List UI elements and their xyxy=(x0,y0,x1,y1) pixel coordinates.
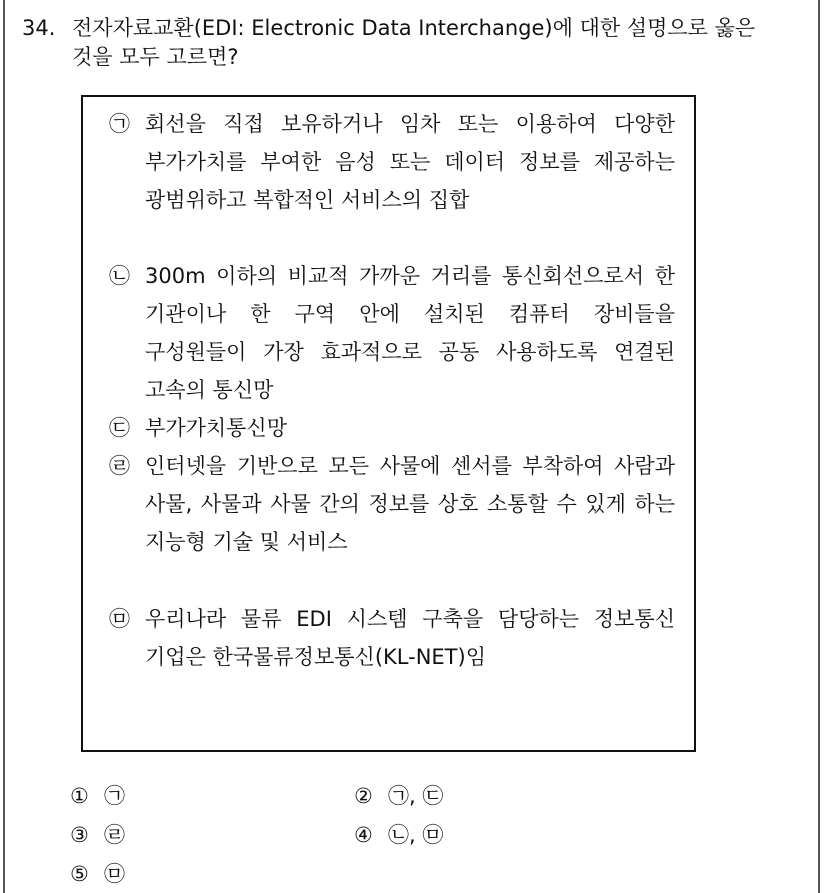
answer-choice-1[interactable] xyxy=(70,782,125,810)
statement-item xyxy=(109,105,675,219)
question-number: 34. xyxy=(22,16,56,40)
statement-text: 우리나라 물류 EDI 시스템 구축을 담당하는 정보통신 기업은 한국물류정보통신(KL-NET)임 xyxy=(145,607,675,669)
answer-choice-2[interactable] xyxy=(354,782,443,810)
statement-marker: ㉠ xyxy=(109,112,130,136)
choice-text: ㉠, ㉢ xyxy=(388,784,444,808)
statement-box xyxy=(81,95,696,752)
statement-item xyxy=(109,600,675,676)
statement-text: 인터넷을 기반으로 모든 사물에 센서를 부착하여 사람과 사물, 사물과 사물 간의 정보를 상호 소통할 수 있게 하는 지능형 기술 및 서비스 xyxy=(145,454,675,554)
choice-number: ⑤ xyxy=(70,862,89,886)
choice-text: ㉤ xyxy=(104,862,125,886)
choice-number: ② xyxy=(354,784,373,808)
statement-item xyxy=(109,409,675,447)
answer-choice-3[interactable] xyxy=(70,821,125,849)
choice-number: ① xyxy=(70,784,89,808)
statement-text: 부가가치통신망 xyxy=(145,416,288,440)
choice-text: ㉣ xyxy=(104,823,125,847)
choice-number: ④ xyxy=(354,823,373,847)
statement-item xyxy=(109,447,675,561)
statement-item xyxy=(109,257,675,409)
choice-number: ③ xyxy=(70,823,89,847)
statement-marker: ㉤ xyxy=(109,607,130,631)
statement-marker: ㉡ xyxy=(109,264,130,288)
statement-marker: ㉢ xyxy=(109,416,130,440)
answer-choice-5[interactable] xyxy=(70,860,125,888)
choice-text: ㉡, ㉤ xyxy=(388,823,444,847)
question-text: 전자자료교환(EDI: Electronic Data Interchange)에 대한 설명으로 옳은 것을 모두 고르면? xyxy=(72,16,756,69)
answer-choice-4[interactable] xyxy=(354,821,443,849)
statement-text: 300m 이하의 비교적 가까운 거리를 통신회선으로서 한 기관이나 한 구역 안에 설치된 컴퓨터 장비들을 구성원들이 가장 효과적으로 공동 사용하도록 연결된 고속의 통신망 xyxy=(145,264,675,402)
statement-marker: ㉣ xyxy=(109,454,130,478)
page-border-left xyxy=(3,0,5,893)
choice-text: ㉠ xyxy=(104,784,125,808)
statement-text: 회선을 직접 보유하거나 임차 또는 이용하여 다양한 부가가치를 부여한 음성 또는 데이터 정보를 제공하는 광범위하고 복합적인 서비스의 집합 xyxy=(145,112,675,212)
page-border-right xyxy=(818,0,820,893)
